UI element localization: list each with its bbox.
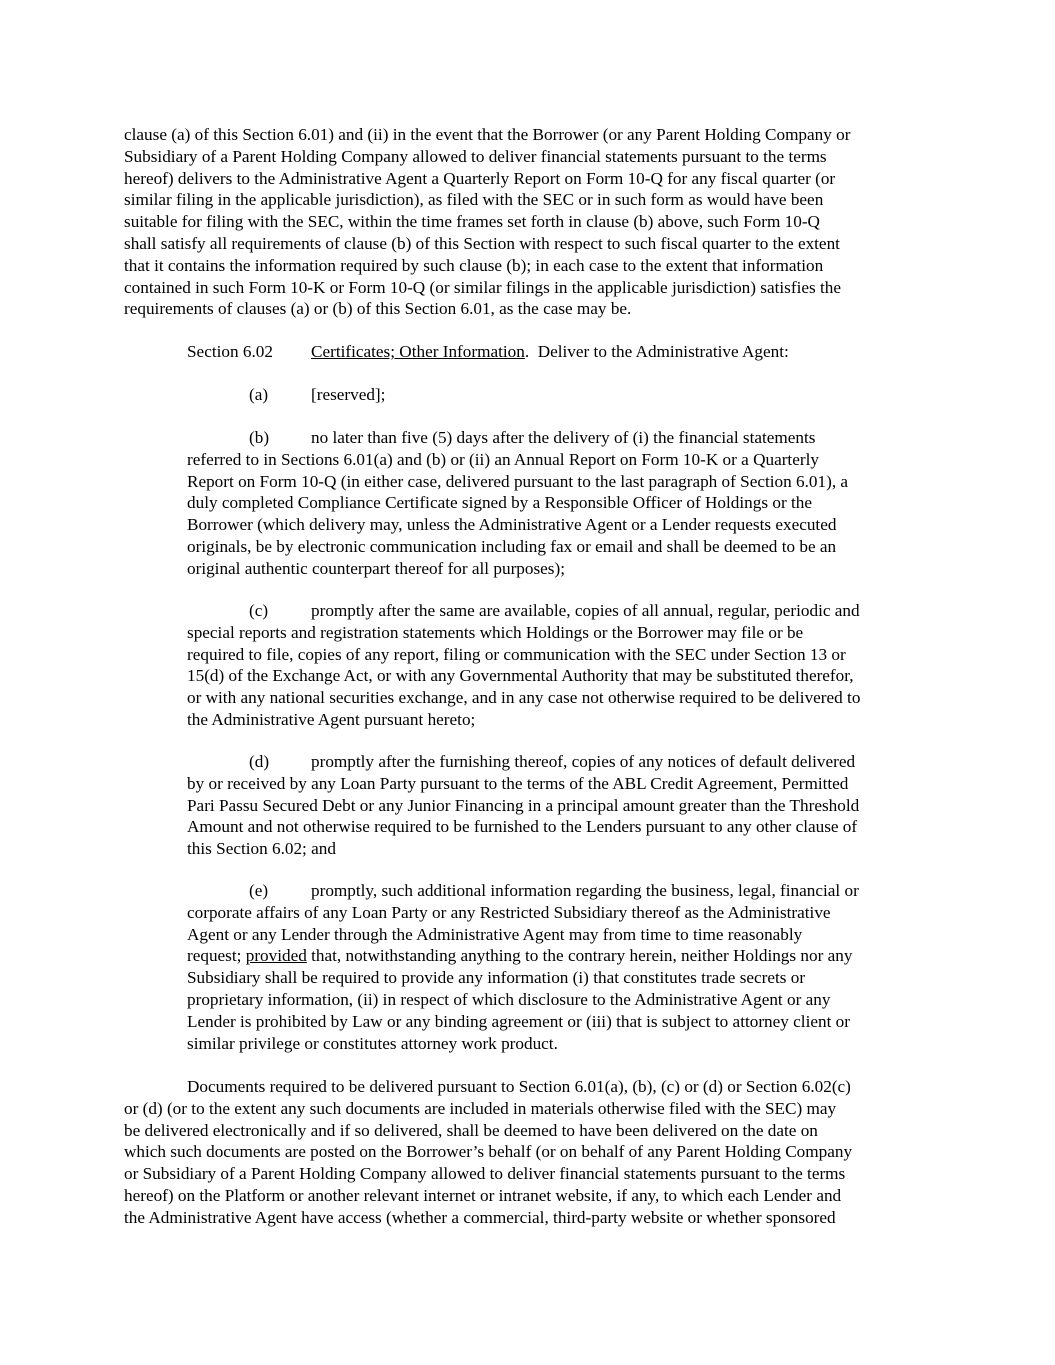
text-line: 15(d) of the Exchange Act, or with any Governmental Authority that may be substituted therefor,	[187, 666, 854, 686]
section-title: Certificates; Other Information	[311, 342, 525, 361]
text-line: by or received by any Loan Party pursuant to the terms of the ABL Credit Agreement, Permitted	[187, 773, 849, 793]
text-line: Pari Passu Secured Debt or any Junior Financing in a principal amount greater than the Threshold	[187, 795, 860, 815]
text-line: requirements of clauses (a) or (b) of this Section 6.01, as the case may be.	[124, 299, 632, 319]
item-text: no later than five (5) days after the delivery of (i) the financial statements	[311, 428, 816, 447]
text-fragment: request;	[187, 946, 246, 966]
text-line: Amount and not otherwise required to be furnished to the Lenders pursuant to any other clause of	[187, 817, 858, 837]
closing-paragraph	[124, 1076, 934, 1229]
text-line: clause (a) of this Section 6.01) and (ii) in the event that the Borrower (or any Parent Holding Company or	[124, 125, 851, 144]
item-label: (d)	[249, 752, 270, 771]
section-heading-suffix: . Deliver to the Administrative Agent:	[524, 342, 789, 361]
text-line: required to file, copies of any report, filing or communication with the SEC under Section 13 or	[187, 644, 846, 664]
text-line: suitable for filing with the SEC, within the time frames set forth in clause (b) above, such Form 10-Q	[124, 212, 820, 232]
item-text: promptly, such additional information regarding the business, legal, financial or	[311, 881, 859, 900]
text-line: contained in such Form 10-K or Form 10-Q (or similar filings in the applicable jurisdiction) satisfies the	[124, 277, 841, 297]
text-line: or Subsidiary of a Parent Holding Company allowed to deliver financial statements pursuant to the terms	[124, 1164, 846, 1184]
item-label: (c)	[249, 601, 269, 620]
item-e	[187, 880, 932, 1054]
text-line: Subsidiary shall be required to provide any information (i) that constitutes trade secrets or	[187, 968, 806, 988]
text-line: Lender is prohibited by Law or any binding agreement or (iii) that is subject to attorney client or	[187, 1011, 850, 1031]
section-heading	[187, 341, 932, 363]
text-line: which such documents are posted on the Borrower’s behalf (or on behalf of any Parent Holding Company	[124, 1142, 853, 1162]
text-line: Documents required to be delivered pursuant to Section 6.01(a), (b), (c) or (d) or Section 6.02(c)	[187, 1077, 851, 1096]
item-label: (e)	[249, 881, 269, 900]
item-a	[249, 384, 932, 406]
text-line: be delivered electronically and if so delivered, shall be deemed to have been delivered on the date on	[124, 1120, 818, 1140]
text-line: original authentic counterpart thereof for all purposes);	[187, 558, 565, 578]
text-line: hereof) delivers to the Administrative Agent a Quarterly Report on Form 10-Q for any fiscal quarter (or	[124, 168, 836, 188]
text-line	[187, 945, 932, 967]
text-line: special reports and registration statements which Holdings or the Borrower may file or be	[187, 622, 804, 642]
text-line: the Administrative Agent pursuant hereto;	[187, 709, 476, 729]
text-line: shall satisfy all requirements of clause (b) of this Section with respect to such fiscal quarter to the extent	[124, 233, 840, 253]
text-line: Agent or any Lender through the Administrative Agent may from time to time reasonably	[187, 924, 803, 944]
text-line: similar filing in the applicable jurisdiction), as filed with the SEC or in such form as would have been	[124, 190, 824, 210]
item-text: promptly after the furnishing thereof, copies of any notices of default delivered	[311, 752, 856, 771]
intro-paragraph	[124, 124, 934, 320]
text-line: similar privilege or constitutes attorney work product.	[187, 1033, 558, 1053]
text-line: the Administrative Agent have access (whether a commercial, third-party website or whether sponsored	[124, 1207, 836, 1227]
text-line: referred to in Sections 6.01(a) and (b) or (ii) an Annual Report on Form 10-K or a Quarterly	[187, 449, 819, 469]
item-c	[187, 600, 932, 731]
text-line: or (d) (or to the extent any such documents are included in materials otherwise filed with the SEC) may	[124, 1098, 837, 1118]
text-line: Subsidiary of a Parent Holding Company allowed to deliver financial statements pursuant to the terms	[124, 146, 827, 166]
text-line: duly completed Compliance Certificate signed by a Responsible Officer of Holdings or the	[187, 493, 812, 513]
text-line: hereof) on the Platform or another relevant internet or intranet website, if any, to which each Lender and	[124, 1185, 842, 1205]
text-line: or with any national securities exchange, and in any case not otherwise required to be delivered to	[187, 688, 861, 708]
text-line: this Section 6.02; and	[187, 839, 336, 859]
text-line: originals, be by electronic communication including fax or email and shall be deemed to be an	[187, 536, 837, 556]
text-line: Report on Form 10-Q (in either case, delivered pursuant to the last paragraph of Section 6.01), a	[187, 471, 849, 491]
text-line: Borrower (which delivery may, unless the Administrative Agent or a Lender requests executed	[187, 515, 837, 535]
item-text: [reserved];	[311, 385, 386, 404]
text-fragment: that, notwithstanding anything to the contrary herein, neither Holdings nor any	[306, 946, 853, 966]
section-number: Section 6.02	[187, 342, 273, 361]
item-label: (b)	[249, 428, 270, 447]
item-text: promptly after the same are available, copies of all annual, regular, periodic and	[311, 601, 860, 620]
text-line: proprietary information, (ii) in respect of which disclosure to the Administrative Agent or any	[187, 989, 831, 1009]
text-line: that it contains the information required by such clause (b); in each case to the extent that information	[124, 255, 824, 275]
provided-term: provided	[245, 946, 307, 966]
item-d	[187, 751, 932, 860]
text-line: corporate affairs of any Loan Party or any Restricted Subsidiary thereof as the Administrative	[187, 902, 831, 922]
item-label: (a)	[249, 385, 269, 404]
item-b	[187, 427, 932, 580]
